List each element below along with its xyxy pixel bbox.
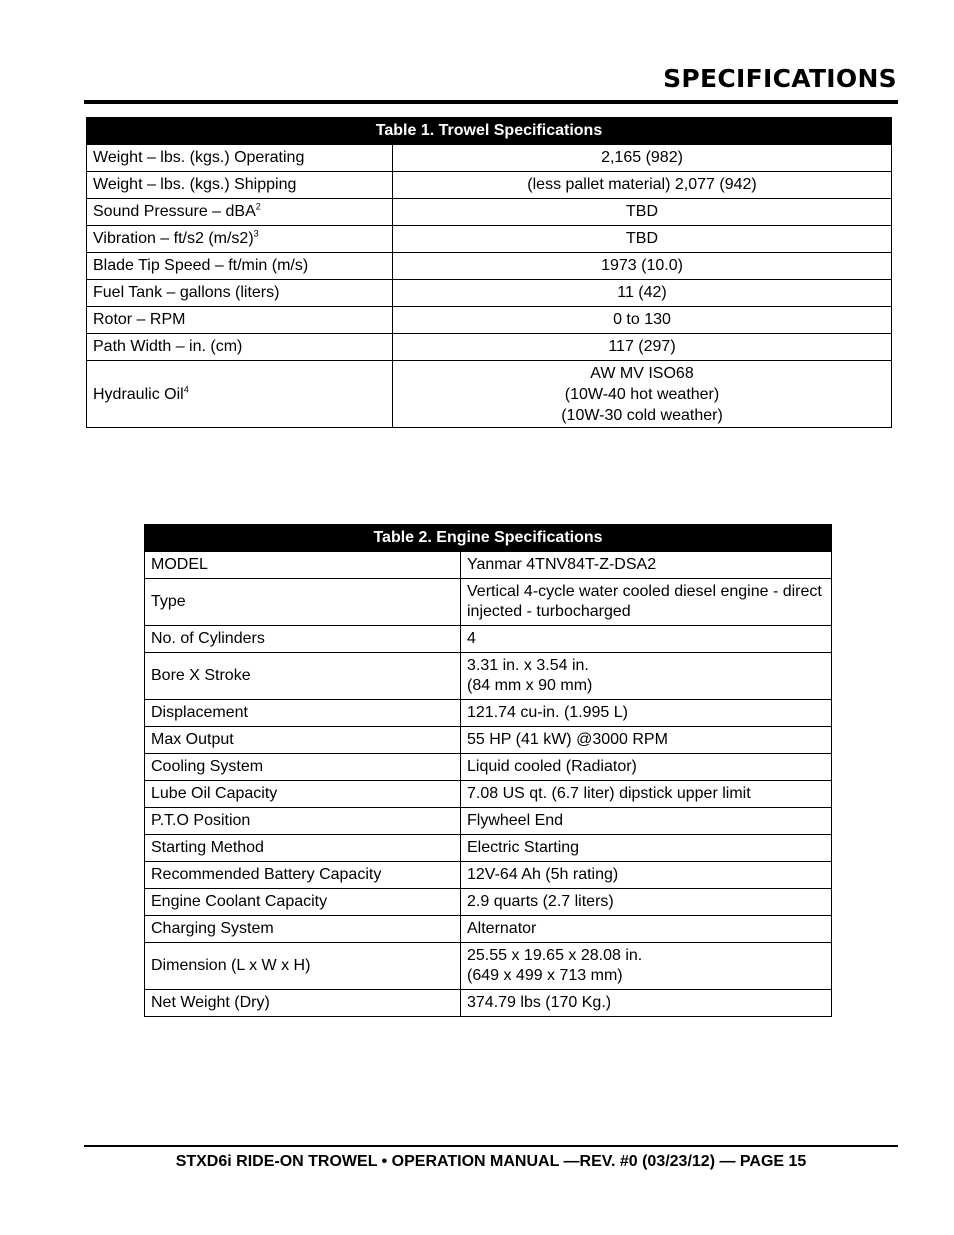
spec-value-line: Electric Starting <box>467 839 580 856</box>
spec-value <box>393 253 892 280</box>
table-row <box>145 754 832 781</box>
spec-label-text: Vibration – ft/s2 (m/s2) <box>93 230 254 247</box>
table-row <box>145 727 832 754</box>
table-header-row <box>145 525 832 552</box>
spec-label <box>145 808 461 835</box>
table-row <box>145 808 832 835</box>
spec-label-text: Weight – lbs. (kgs.) Operating <box>93 149 305 166</box>
spec-label <box>145 943 461 990</box>
table-row <box>145 862 832 889</box>
spec-value <box>393 172 892 199</box>
spec-label <box>87 361 393 428</box>
spec-label <box>145 781 461 808</box>
spec-value-line: (10W-40 hot weather) <box>564 385 720 403</box>
spec-value-line: Vertical 4-cycle water cooled diesel engine - direct <box>467 583 822 600</box>
spec-label <box>145 835 461 862</box>
spec-label <box>145 889 461 916</box>
table-row <box>87 307 892 334</box>
table-row <box>87 361 892 428</box>
spec-label <box>145 552 461 579</box>
spec-value-line: 1973 (10.0) <box>601 257 683 274</box>
table-row <box>145 579 832 626</box>
spec-value <box>393 307 892 334</box>
table-row <box>145 653 832 700</box>
spec-label-text: Charging System <box>151 920 274 937</box>
spec-label-text: Type <box>151 593 186 610</box>
spec-value-line: 7.08 US qt. (6.7 liter) dipstick upper limit <box>467 785 751 802</box>
spec-value-line: Yanmar 4TNV84T-Z-DSA2 <box>467 556 657 573</box>
page-footer: STXD6i RIDE-ON TROWEL • OPERATION MANUAL —REV. #0 (03/23/12) — PAGE 15 <box>175 1153 807 1170</box>
spec-label-text: Cooling System <box>151 758 264 775</box>
spec-value <box>461 626 832 653</box>
spec-label-text: P.T.O Position <box>151 812 251 829</box>
spec-label <box>145 754 461 781</box>
spec-label-text: Max Output <box>151 731 234 748</box>
spec-label <box>145 700 461 727</box>
spec-value <box>461 754 832 781</box>
spec-label-text: Hydraulic Oil <box>93 385 184 403</box>
spec-label-text: Lube Oil Capacity <box>151 785 278 802</box>
spec-label-text: Net Weight (Dry) <box>151 994 270 1011</box>
spec-value-line: AW MV ISO68 <box>590 364 694 382</box>
spec-value <box>393 334 892 361</box>
spec-value-line: 55 HP (41 kW) @3000 RPM <box>467 731 668 748</box>
spec-label <box>145 862 461 889</box>
spec-value-line: TBD <box>626 230 658 247</box>
spec-value <box>461 653 832 700</box>
trowel-specifications-table <box>86 117 892 428</box>
spec-value <box>393 226 892 253</box>
spec-value-line: 11 (42) <box>617 284 667 301</box>
table-row <box>87 334 892 361</box>
footer-rule <box>84 1145 898 1147</box>
spec-label-text: Starting Method <box>151 839 264 856</box>
spec-value <box>461 943 832 990</box>
spec-label-text: No. of Cylinders <box>151 630 265 647</box>
engine-specifications-body <box>145 552 832 1017</box>
spec-label-text: Sound Pressure – dBA <box>93 203 256 220</box>
title-rule <box>84 100 898 104</box>
spec-label <box>87 226 393 253</box>
spec-label <box>87 199 393 226</box>
spec-value-line: 4 <box>467 630 476 647</box>
spec-value <box>461 700 832 727</box>
spec-label <box>145 990 461 1017</box>
spec-label <box>145 653 461 700</box>
footnote-marker: 3 <box>253 228 259 239</box>
table-row <box>145 700 832 727</box>
page-title: SPECIFICATIONS <box>663 64 897 93</box>
spec-value-line: Alternator <box>467 920 537 937</box>
spec-label-text: Bore X Stroke <box>151 667 251 684</box>
spec-value-line: (less pallet material) 2,077 (942) <box>527 176 757 193</box>
spec-label <box>87 145 393 172</box>
spec-value <box>461 579 832 626</box>
spec-label <box>87 280 393 307</box>
table-row <box>145 781 832 808</box>
table-row <box>87 199 892 226</box>
spec-value-line: 374.79 lbs (170 Kg.) <box>467 994 612 1011</box>
spec-value-line: Flywheel End <box>467 812 564 829</box>
spec-value-line: 25.55 x 19.65 x 28.08 in. <box>467 947 643 964</box>
spec-value <box>393 199 892 226</box>
spec-label <box>145 916 461 943</box>
spec-value <box>461 916 832 943</box>
spec-value-line: 2.9 quarts (2.7 liters) <box>467 893 614 910</box>
spec-value <box>393 280 892 307</box>
table-caption: Table 2. Engine Specifications <box>145 525 832 552</box>
table-row <box>87 172 892 199</box>
spec-label-text: MODEL <box>151 556 208 573</box>
table-row <box>145 916 832 943</box>
spec-label <box>145 579 461 626</box>
spec-value <box>461 727 832 754</box>
engine-specifications-table <box>144 524 832 1017</box>
spec-value-line: 2,165 (982) <box>601 149 683 166</box>
spec-value-line: (84 mm x 90 mm) <box>467 677 593 694</box>
spec-label <box>145 626 461 653</box>
table-row <box>145 990 832 1017</box>
spec-label <box>87 172 393 199</box>
spec-value-line: Liquid cooled (Radiator) <box>467 758 637 775</box>
table-row <box>87 226 892 253</box>
trowel-specifications-body <box>87 145 892 428</box>
spec-value <box>461 552 832 579</box>
spec-label <box>145 727 461 754</box>
table-row <box>145 552 832 579</box>
spec-value <box>393 145 892 172</box>
spec-label <box>87 253 393 280</box>
table-row <box>87 253 892 280</box>
spec-value <box>461 862 832 889</box>
spec-label-text: Dimension (L x W x H) <box>151 957 311 974</box>
footnote-marker: 2 <box>255 201 261 212</box>
table-row <box>145 626 832 653</box>
spec-label <box>87 307 393 334</box>
spec-value <box>393 361 892 428</box>
spec-label <box>87 334 393 361</box>
spec-value-line: (649 x 499 x 713 mm) <box>467 967 623 984</box>
table-row <box>87 145 892 172</box>
spec-label-text: Weight – lbs. (kgs.) Shipping <box>93 176 297 193</box>
table-row <box>87 280 892 307</box>
spec-label-text: Displacement <box>151 704 248 721</box>
spec-value <box>461 835 832 862</box>
spec-label-text: Rotor – RPM <box>93 311 186 328</box>
spec-value-line: injected - turbocharged <box>467 603 631 620</box>
footnote-marker: 4 <box>183 384 189 395</box>
spec-value-line: (10W-30 cold weather) <box>561 406 723 424</box>
spec-label-text: Recommended Battery Capacity <box>151 866 382 883</box>
spec-label-text: Fuel Tank – gallons (liters) <box>93 284 280 301</box>
table-row <box>145 889 832 916</box>
table-row <box>145 835 832 862</box>
table-row <box>145 943 832 990</box>
spec-value-line: 0 to 130 <box>613 311 671 328</box>
spec-label-text: Engine Coolant Capacity <box>151 893 328 910</box>
spec-value-line: 3.31 in. x 3.54 in. <box>467 657 589 674</box>
spec-value <box>461 990 832 1017</box>
spec-value <box>461 781 832 808</box>
spec-value-line: 121.74 cu-in. (1.995 L) <box>467 704 628 721</box>
table-caption: Table 1. Trowel Specifications <box>87 118 892 145</box>
spec-label-text: Blade Tip Speed – ft/min (m/s) <box>93 257 309 274</box>
spec-value <box>461 889 832 916</box>
spec-label-text: Path Width – in. (cm) <box>93 338 243 355</box>
spec-value-line: TBD <box>626 203 658 220</box>
spec-value <box>461 808 832 835</box>
spec-value-line: 117 (297) <box>608 338 676 355</box>
table-header-row <box>87 118 892 145</box>
spec-value-line: 12V-64 Ah (5h rating) <box>467 866 619 883</box>
